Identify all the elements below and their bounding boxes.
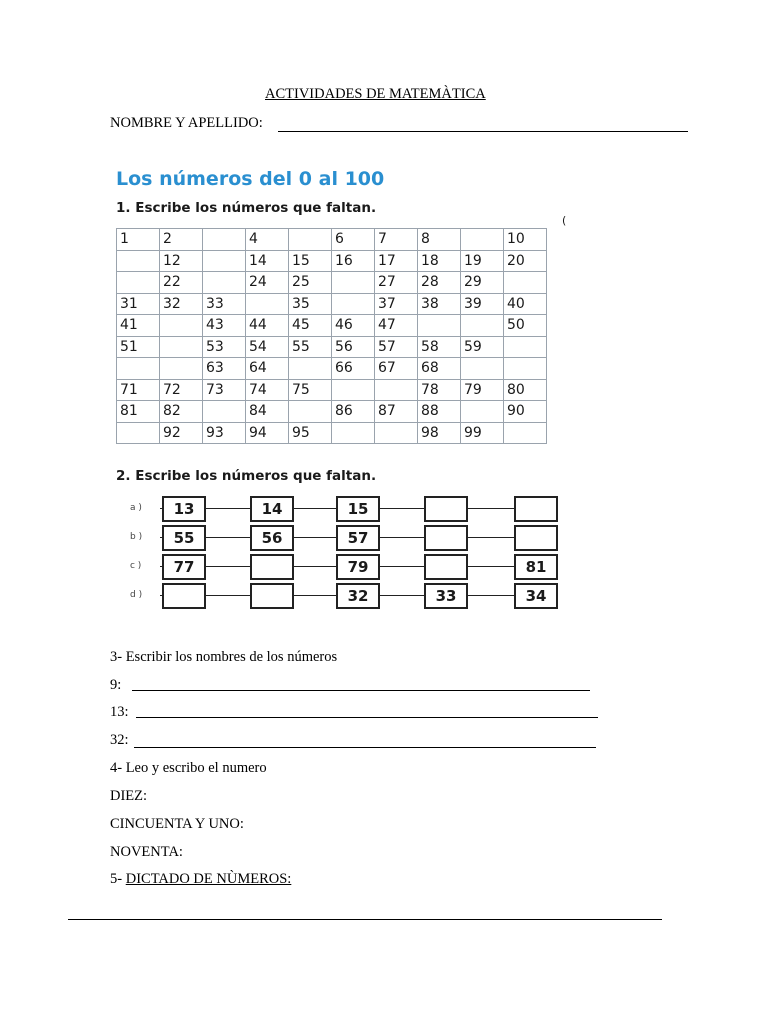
grid-cell: 63 [203, 358, 246, 380]
grid-cell: 14 [246, 250, 289, 272]
grid-cell: 93 [203, 422, 246, 444]
grid-cell: 79 [461, 379, 504, 401]
sequence-box[interactable] [514, 496, 558, 522]
grid-cell: 72 [160, 379, 203, 401]
grid-row [117, 336, 547, 358]
sequence-row [110, 496, 565, 522]
page-title: ACTIVIDADES DE MATEMÀTICA [265, 86, 486, 102]
grid-cell[interactable] [203, 272, 246, 294]
grid-cell: 10 [504, 229, 547, 251]
section-3-item-13: 13: [110, 704, 129, 720]
sequence-box: 33 [424, 583, 468, 609]
grid-cell: 71 [117, 379, 160, 401]
grid-cell[interactable] [418, 315, 461, 337]
grid-cell[interactable] [375, 379, 418, 401]
grid-cell: 92 [160, 422, 203, 444]
grid-cell[interactable] [117, 422, 160, 444]
grid-cell[interactable] [246, 293, 289, 315]
grid-cell[interactable] [160, 358, 203, 380]
grid-row [117, 229, 547, 251]
sequence-row [110, 583, 565, 609]
grid-cell: 39 [461, 293, 504, 315]
grid-cell: 98 [418, 422, 461, 444]
grid-cell: 80 [504, 379, 547, 401]
grid-cell: 50 [504, 315, 547, 337]
sequence-box: 14 [250, 496, 294, 522]
grid-cell: 15 [289, 250, 332, 272]
answer-line-9[interactable] [132, 690, 590, 691]
sequence-box: 77 [162, 554, 206, 580]
grid-cell[interactable] [504, 358, 547, 380]
grid-cell: 55 [289, 336, 332, 358]
worksheet-title: Los números del 0 al 100 [116, 168, 385, 190]
section-5-title: DICTADO DE NÙMEROS: [125, 871, 292, 887]
grid-row [117, 250, 547, 272]
grid-cell: 88 [418, 401, 461, 423]
grid-cell: 64 [246, 358, 289, 380]
name-label: NOMBRE Y APELLIDO: [110, 115, 263, 131]
grid-row [117, 272, 547, 294]
grid-row [117, 358, 547, 380]
dictation-line[interactable] [68, 919, 662, 920]
grid-cell[interactable] [203, 250, 246, 272]
worksheet-image [110, 160, 565, 615]
grid-cell: 2 [160, 229, 203, 251]
sequence-row [110, 525, 565, 551]
grid-cell: 56 [332, 336, 375, 358]
grid-row [117, 315, 547, 337]
grid-cell[interactable] [375, 422, 418, 444]
grid-cell: 47 [375, 315, 418, 337]
grid-cell: 29 [461, 272, 504, 294]
sequence-box: 34 [514, 583, 558, 609]
grid-cell: 24 [246, 272, 289, 294]
grid-cell: 20 [504, 250, 547, 272]
grid-cell: 75 [289, 379, 332, 401]
grid-cell: 7 [375, 229, 418, 251]
grid-cell: 43 [203, 315, 246, 337]
grid-row [117, 293, 547, 315]
section-3-heading: 3- Escribir los nombres de los números [110, 649, 338, 665]
sequence-box[interactable] [162, 583, 206, 609]
grid-cell[interactable] [461, 401, 504, 423]
grid-cell: 74 [246, 379, 289, 401]
grid-cell: 86 [332, 401, 375, 423]
grid-cell: 12 [160, 250, 203, 272]
grid-cell: 8 [418, 229, 461, 251]
section-4-heading: 4- Leo y escribo el numero [110, 760, 267, 776]
grid-cell[interactable] [504, 422, 547, 444]
grid-cell: 18 [418, 250, 461, 272]
grid-cell: 4 [246, 229, 289, 251]
sequence-box: 55 [162, 525, 206, 551]
sequence-box: 56 [250, 525, 294, 551]
grid-cell[interactable] [117, 250, 160, 272]
grid-cell[interactable] [332, 293, 375, 315]
grid-cell: 78 [418, 379, 461, 401]
grid-cell: 84 [246, 401, 289, 423]
grid-cell: 81 [117, 401, 160, 423]
grid-cell[interactable] [117, 358, 160, 380]
grid-cell: 53 [203, 336, 246, 358]
number-grid [116, 228, 547, 444]
stray-mark: ( [562, 214, 567, 227]
sequence-label: d ) [130, 590, 143, 600]
grid-row [117, 379, 547, 401]
grid-cell[interactable] [461, 229, 504, 251]
grid-cell[interactable] [332, 422, 375, 444]
grid-cell: 16 [332, 250, 375, 272]
answer-line-13[interactable] [136, 717, 598, 718]
grid-cell: 45 [289, 315, 332, 337]
section-4-item-cincuenta-y-uno: CINCUENTA Y UNO: [110, 816, 244, 832]
grid-cell: 1 [117, 229, 160, 251]
grid-cell: 27 [375, 272, 418, 294]
grid-row [117, 401, 547, 423]
sequence-box: 15 [336, 496, 380, 522]
grid-cell: 94 [246, 422, 289, 444]
sequence-box: 81 [514, 554, 558, 580]
grid-cell: 19 [461, 250, 504, 272]
grid-cell: 82 [160, 401, 203, 423]
grid-cell: 73 [203, 379, 246, 401]
grid-cell: 37 [375, 293, 418, 315]
grid-cell[interactable] [289, 358, 332, 380]
section-5-heading [110, 871, 291, 888]
grid-cell: 44 [246, 315, 289, 337]
grid-cell: 6 [332, 229, 375, 251]
grid-cell[interactable] [332, 272, 375, 294]
grid-cell: 22 [160, 272, 203, 294]
grid-cell: 51 [117, 336, 160, 358]
grid-cell: 99 [461, 422, 504, 444]
section-3-item-32: 32: [110, 732, 129, 748]
grid-cell: 87 [375, 401, 418, 423]
grid-cell[interactable] [160, 315, 203, 337]
grid-cell: 40 [504, 293, 547, 315]
sequence-label: c ) [130, 561, 142, 571]
sequence-row [110, 554, 565, 580]
grid-cell: 95 [289, 422, 332, 444]
answer-line-32[interactable] [134, 747, 596, 748]
grid-cell: 35 [289, 293, 332, 315]
grid-cell: 58 [418, 336, 461, 358]
grid-cell: 66 [332, 358, 375, 380]
grid-cell: 57 [375, 336, 418, 358]
grid-cell[interactable] [117, 272, 160, 294]
grid-cell: 41 [117, 315, 160, 337]
grid-cell: 38 [418, 293, 461, 315]
grid-cell[interactable] [289, 229, 332, 251]
grid-cell: 54 [246, 336, 289, 358]
sequence-label: b ) [130, 532, 143, 542]
exercise-2-heading: 2. Escribe los números que faltan. [116, 468, 377, 484]
sequence-box[interactable] [514, 525, 558, 551]
sequence-box: 57 [336, 525, 380, 551]
grid-cell[interactable] [504, 336, 547, 358]
sequence-box: 79 [336, 554, 380, 580]
grid-cell[interactable] [504, 272, 547, 294]
grid-cell: 28 [418, 272, 461, 294]
grid-cell: 25 [289, 272, 332, 294]
grid-cell: 17 [375, 250, 418, 272]
section-4-item-diez: DIEZ: [110, 788, 148, 804]
sequence-box[interactable] [424, 525, 468, 551]
grid-cell[interactable] [160, 336, 203, 358]
sequence-box[interactable] [250, 583, 294, 609]
sequence-box[interactable] [250, 554, 294, 580]
grid-cell: 67 [375, 358, 418, 380]
grid-cell: 33 [203, 293, 246, 315]
section-4-item-noventa: NOVENTA: [110, 844, 183, 860]
sequence-label: a ) [130, 503, 142, 513]
section-3-item-9: 9: [110, 677, 122, 693]
grid-cell: 31 [117, 293, 160, 315]
sequence-box: 32 [336, 583, 380, 609]
grid-cell: 59 [461, 336, 504, 358]
grid-cell: 46 [332, 315, 375, 337]
grid-cell: 90 [504, 401, 547, 423]
grid-cell: 32 [160, 293, 203, 315]
grid-cell[interactable] [203, 229, 246, 251]
grid-cell[interactable] [332, 379, 375, 401]
grid-cell[interactable] [461, 315, 504, 337]
grid-row [117, 422, 547, 444]
name-answer-line[interactable] [278, 131, 688, 132]
grid-cell[interactable] [203, 401, 246, 423]
grid-cell: 68 [418, 358, 461, 380]
grid-cell[interactable] [289, 401, 332, 423]
grid-cell[interactable] [461, 358, 504, 380]
exercise-1-heading: 1. Escribe los números que faltan. [116, 200, 377, 216]
sequence-box: 13 [162, 496, 206, 522]
section-5-prefix: 5- [110, 871, 126, 887]
sequence-box[interactable] [424, 554, 468, 580]
sequence-box[interactable] [424, 496, 468, 522]
